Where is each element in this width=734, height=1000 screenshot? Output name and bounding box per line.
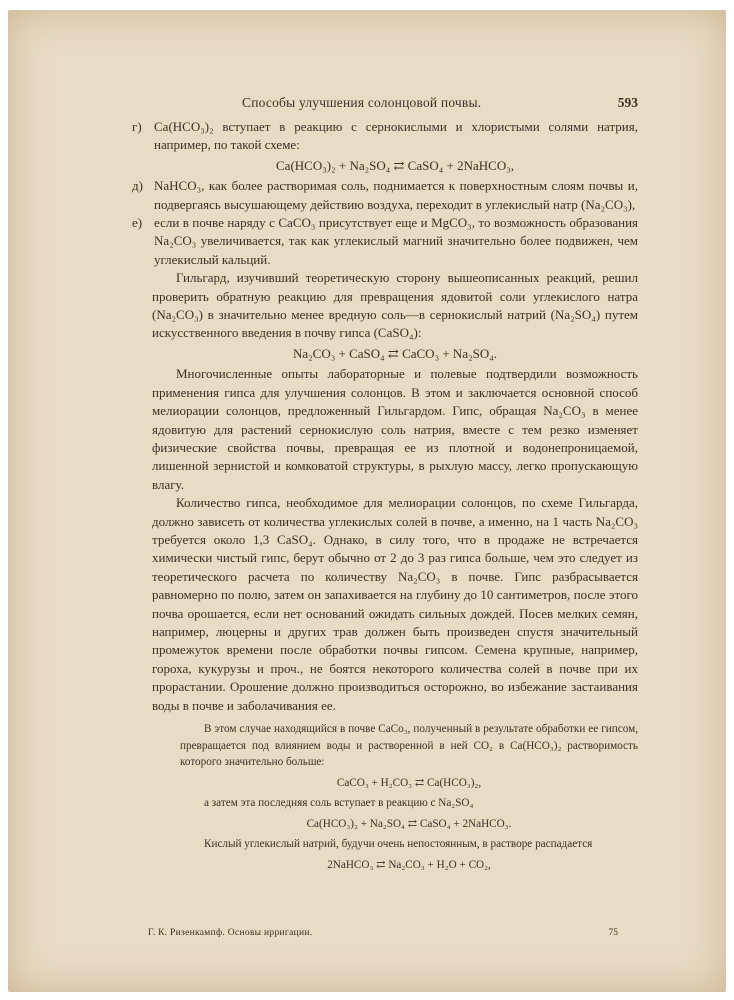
paragraph: Гильгард, изучивший теоретическую сторону вышеописанных реакций, решил проверить обратную реакцию для превращения ядовитой соли углекислого натра (Na₂CO₃) в значительно менее вредную соль—в сернокислый натрий (Na₂SO₄) путем искусственного введения в почву гипса (CaSO₄): bbox=[152, 270, 638, 341]
note-formula: Ca(HCO₃)₂ + Na₂SO₄ ⇄ CaSO₄ + 2NaHCO₃. bbox=[306, 817, 512, 830]
list-item bbox=[132, 118, 638, 155]
footer-signature: Г. К. Ризенкампф. Основы ирригации. bbox=[148, 928, 313, 938]
note-formula: 2NaHCO₃ ⇄ Na₂CO₃ + H₂O + CO₂, bbox=[327, 858, 491, 871]
formula: Ca(HCO₃)₂ + Na₂SO₄ ⇄ CaSO₄ + 2NaHCO₃, bbox=[276, 157, 514, 173]
paragraph: Количество гипса, необходимое для мелиорации солонцов, по схеме Гильгарда, должно зависеть от количества углекислых солей в почве, а именно, на 1 часть Na₂CO₃ требуется около 1,3 CaSO₄. Однако, в силу того, что в продаже не встречается химически чистый гипс, берут обычно от 2 до 3 раз гипса больше, чем это следует из теоретического расчета по количеству Na₂CO₃ в почве. Гипс разбрасывается равномерно по полю, затем он запахивается на глубину до 10 сантиметров, после этого почва орошается, если нет оснований ожидать сильных дождей. Посев мелких семян, например, люцерны и других трав должен быть произведен спустя значительный промежуток времени после обработки почвы гипсом. Семена крупные, например, гороха, кукурузы и проч., не боятся некоторого количества солей в почве при их прорастании. Орошение должно производиться осторожно, во избежание застаивания воды в почве и заболачивания ее. bbox=[152, 495, 638, 713]
note-formula: CaCO₃ + H₂CO₃ ⇄ Ca(HCO₃)₂, bbox=[336, 776, 482, 789]
page-content bbox=[132, 94, 638, 877]
running-title: Способы улучшения солонцовой почвы. bbox=[242, 95, 482, 110]
note-paragraph: Кислый углекислый натрий, будучи очень непостоянным, в растворе распадается bbox=[204, 838, 593, 850]
list-item bbox=[132, 177, 638, 214]
item-marker: е) bbox=[132, 215, 143, 231]
note-paragraph: В этом случае находящийся в почве CaCo₃, полученный в результате обработки ее гипсом, превращается под влиянием воды и растворенной в ней CO₂ в Ca(HCO₃)₂ растворимость которого значительно больше: bbox=[180, 723, 638, 768]
book-page bbox=[8, 10, 726, 992]
item-marker: г) bbox=[132, 119, 142, 134]
small-print-note bbox=[152, 721, 638, 873]
item-text: Ca(HCO₃)₂ вступает в реакцию с сернокислыми и хлористыми солями натрия, например, по такой схеме: bbox=[154, 119, 638, 153]
paragraph: Многочисленные опыты лабораторные и полевые подтвердили возможность применения гипса для улучшения солонцов. В этом и заключается основной способ мелиорации солонцов, предложенный Гильгардом. Гипс, обращая Na₂CO₃ в менее ядовитую для растений сернокислую соль натрия, вместе с тем резко изменяет физические свойства почвы, превращая ее из плотной и водонепроницаемой, лишенной зернистой и комковатой структуры, в рыхлую массу, легко пропускающую влагу. bbox=[152, 366, 638, 492]
note-paragraph: а затем эта последняя соль вступает в реакцию с Na₂SO₄ bbox=[204, 797, 474, 809]
page-number: 593 bbox=[617, 95, 638, 110]
list-item bbox=[132, 214, 638, 269]
item-text: если в почве наряду с CaCO₃ присутствует еще и MgCO₃, то возможность образования Na₂CO₃ увеличивается, так как углекислый магний значительно более подвижен, чем углекислый кальций. bbox=[154, 215, 638, 267]
formula: Na₂CO₃ + CaSO₄ ⇄ CaCO₃ + Na₂SO₄. bbox=[292, 345, 498, 361]
item-text: NaHCO₃, как более растворимая соль, поднимается к поверхностным слоям почвы и, подвергаясь высушающему действию воздуха, переходит в углекислый натр (Na₂CO₃), bbox=[154, 178, 638, 212]
item-marker: д) bbox=[132, 178, 143, 194]
running-header bbox=[152, 94, 638, 118]
footer-sheet-number: 75 bbox=[608, 928, 618, 938]
